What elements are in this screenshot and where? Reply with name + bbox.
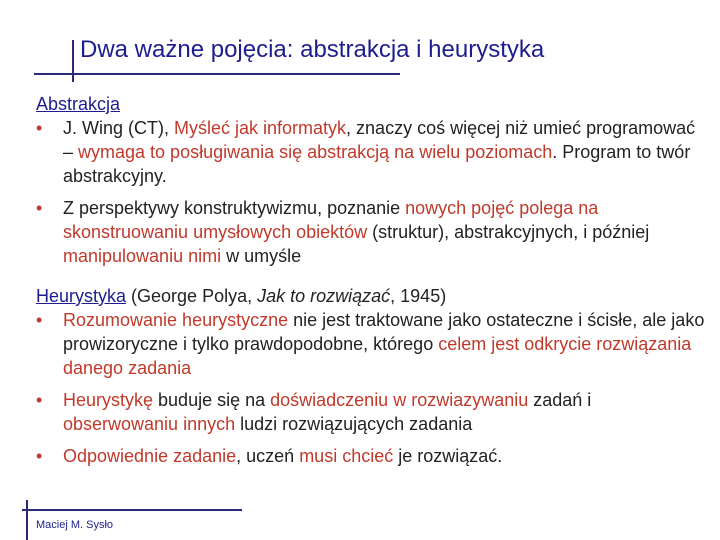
bullet-item: [36, 196, 706, 268]
footer-rule-vertical: [26, 500, 28, 540]
title-rule: [34, 73, 400, 75]
bullet-text: [63, 390, 591, 434]
text-run: . Program to twór abstrakcyjny.: [63, 142, 691, 186]
highlighted-text: Rozumowanie heurystyczne: [63, 310, 289, 330]
text-run: je rozwiązać.: [393, 446, 503, 466]
highlighted-text: Heurystykę: [63, 390, 154, 410]
text-run: , uczeń: [236, 446, 300, 466]
bullet-text: [63, 198, 649, 266]
text-run: J. Wing (CT),: [63, 118, 174, 138]
section-heading-line: [36, 284, 706, 308]
bullet-text: [63, 446, 502, 466]
text-run: zadań i: [528, 390, 592, 410]
highlighted-text: celem jest odkrycie rozwiązania danego zadania: [63, 334, 692, 378]
text-run: Z perspektywy konstruktywizmu, poznanie: [63, 198, 406, 218]
slide-content: [36, 92, 706, 468]
highlighted-text: obserwowaniu innych: [63, 414, 236, 434]
highlighted-text: Odpowiednie zadanie: [63, 446, 237, 466]
text-run: , znaczy coś więcej niż umieć programować –: [63, 118, 696, 162]
heading-end: , 1945): [390, 286, 447, 306]
author-footer: Maciej M. Sysło: [36, 519, 114, 531]
bullet-icon: •: [36, 118, 43, 138]
bullet-item: [36, 308, 706, 380]
section-heading-abstrakcja: Abstrakcja: [36, 94, 121, 114]
highlighted-text: wymaga to posługiwania się abstrakcją na wielu poziomach: [78, 142, 553, 162]
highlighted-text: musi chcieć: [299, 446, 394, 466]
bullet-text: [63, 310, 704, 378]
section-heurystyka: [36, 284, 706, 468]
text-run: (struktur), abstrakcyjnych, i później: [367, 222, 650, 242]
section-heading-heurystyka: Heurystyka: [36, 286, 127, 306]
text-run: buduje się na: [153, 390, 271, 410]
text-run: nie jest traktowane jako ostateczne i ścisłe, ale jako prowizoryczne i tylko prawdopodobne, którego: [63, 310, 705, 354]
slide-title: Dwa ważne pojęcia: abstrakcja i heurystyka: [80, 36, 545, 63]
bullet-item: [36, 444, 706, 468]
highlighted-text: manipulowaniu nimi: [63, 246, 222, 266]
highlighted-text: nowych pojęć polega na skonstruowaniu umysłowych obiektów: [63, 198, 599, 242]
section-abstrakcja: [36, 92, 706, 268]
bullet-item: [36, 116, 706, 188]
highlighted-text: Myśleć jak informatyk: [174, 118, 347, 138]
highlighted-text: doświadczeniu w rozwiazywaniu: [270, 390, 529, 410]
bullet-item: [36, 388, 706, 436]
title-rule-vertical: [72, 40, 74, 82]
bullet-icon: •: [36, 390, 43, 410]
text-run: ludzi rozwiązujących zadania: [235, 414, 473, 434]
bullet-text: [63, 118, 695, 186]
bullet-icon: •: [36, 310, 43, 330]
heading-rest: (George Polya,: [126, 286, 258, 306]
book-title: Jak to rozwiązać: [257, 286, 391, 306]
footer-rule: [22, 509, 242, 511]
bullet-list-heurystyka: [36, 308, 706, 468]
text-run: w umyśle: [221, 246, 302, 266]
bullet-icon: •: [36, 198, 43, 218]
bullet-icon: •: [36, 446, 43, 466]
bullet-list-abstrakcja: [36, 116, 706, 268]
